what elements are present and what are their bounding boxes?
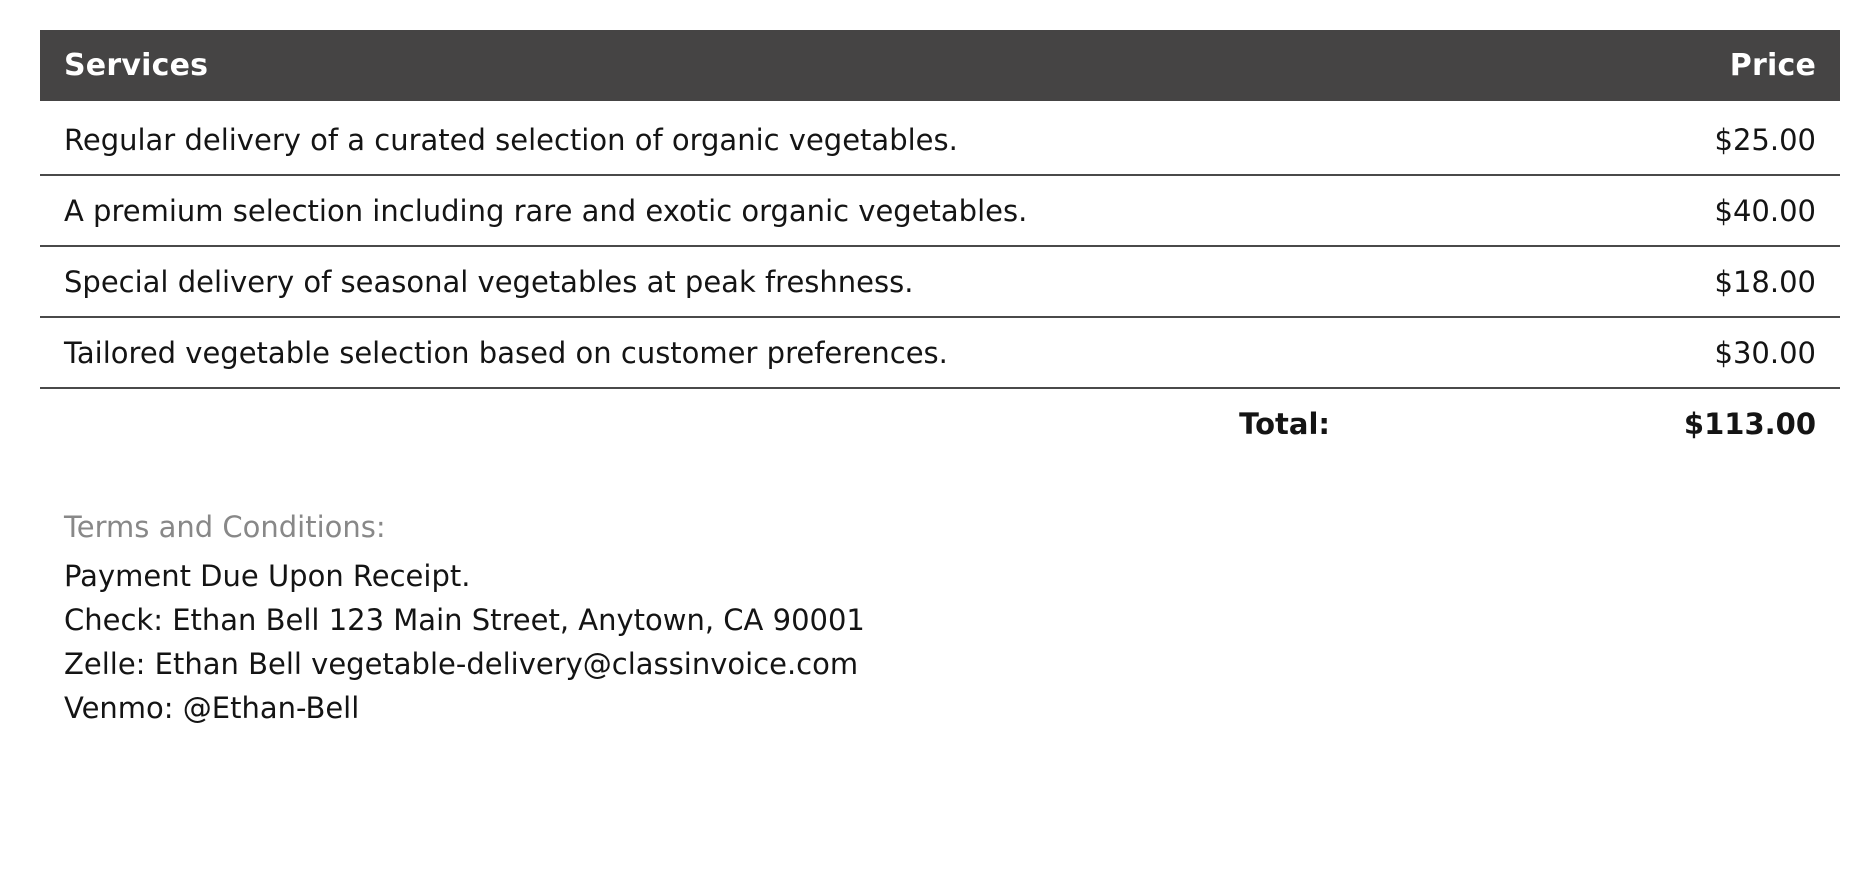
table-row <box>40 101 1840 175</box>
services-table <box>40 30 1840 458</box>
service-price: $30.00 <box>1372 317 1840 388</box>
service-description: Regular delivery of a curated selection of organic vegetables. <box>40 101 1372 175</box>
service-description: Special delivery of seasonal vegetables at peak freshness. <box>40 246 1372 317</box>
terms-line: Check: Ethan Bell 123 Main Street, Anytown, CA 90001 <box>64 603 865 638</box>
total-label: Total: <box>1239 407 1330 441</box>
table-header <box>40 30 1840 101</box>
terms-line: Payment Due Upon Receipt. <box>64 559 471 593</box>
table-header-row <box>40 30 1840 101</box>
service-description: A premium selection including rare and exotic organic vegetables. <box>40 175 1372 246</box>
service-price: $18.00 <box>1372 246 1840 317</box>
total-value: $113.00 <box>1683 407 1816 441</box>
table-row <box>40 246 1840 317</box>
total-row <box>40 388 1840 458</box>
table-body <box>40 101 1840 458</box>
column-header-services: Services <box>40 30 1372 101</box>
service-price: $25.00 <box>1372 101 1840 175</box>
service-price: $40.00 <box>1372 175 1840 246</box>
table-row <box>40 175 1840 246</box>
terms-line: Zelle: Ethan Bell vegetable-delivery@classinvoice.com <box>64 647 859 682</box>
service-description: Tailored vegetable selection based on customer preferences. <box>40 317 1372 388</box>
terms-and-conditions <box>40 510 1828 730</box>
terms-title: Terms and Conditions: <box>64 510 386 544</box>
column-header-price: Price <box>1372 30 1840 101</box>
terms-line: Venmo: @Ethan-Bell <box>64 691 360 726</box>
table-row <box>40 317 1840 388</box>
